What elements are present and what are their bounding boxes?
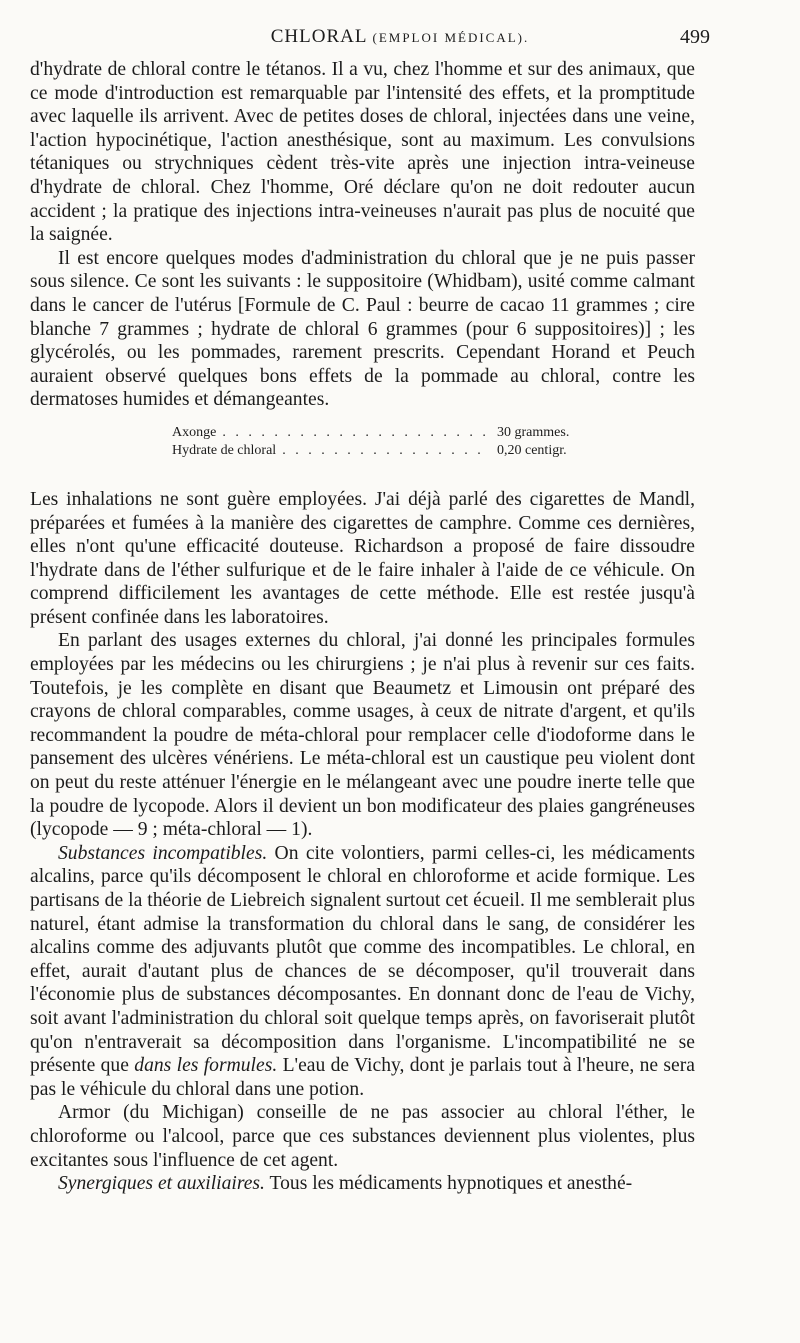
paragraph-2: Il est encore quelques modes d'administration du chloral que je ne puis passer sous silence. Ce sont les suivants : le suppositoire (Whidbam), usité comme calmant dans le cancer de l'utérus [Formule de C. Paul : beurre de cacao 11 grammes ; cire blanche 7 grammes ; hydrate de chloral 6 grammes (pour 6 suppositoires)] ; les glycérolés, ou les pommades, rarement prescrits. Cependant Horand et Peuch auraient observé quelques bons effets de la pommade au chloral, contre les dermatoses humides et démangeantes. [30, 247, 695, 411]
formula-table [172, 424, 592, 460]
paragraph-5 [30, 842, 695, 1102]
paragraph-5-tail: L'eau de Vichy, dont je parlais tout à l'heure, ne sera pas le véhicule du chloral dans une potion. [30, 1055, 695, 1100]
paragraph-4: En parlant des usages externes du chloral, j'ai donné les principales formules employées par les médecins ou les chirurgiens ; je n'ai plus à revenir sur ces faits. Toutefois, je les complète en disant que Beaumetz et Limousin ont préparé des crayons de chloral comparables, comme usages, à ceux de nitrate d'argent, et qu'ils recommandent la poudre de méta-chloral pour remplacer celle d'iodoforme dans le pansement des ulcères vénériens. Le méta-chloral est un caustique peu violent dont on peut du reste atténuer l'énergie en le mélangeant avec une poudre inerte telle que la poudre de lycopode. Alors il devient un bon modificateur des plaies gangréneuses (lycopode — 9 ; méta-chloral — 1). [30, 630, 695, 841]
paragraph-7 [30, 1172, 695, 1196]
page-body [30, 58, 695, 1196]
formula-quantity: 0,20 centigr. [497, 442, 567, 458]
running-title [30, 26, 770, 48]
page-number: 499 [680, 26, 710, 48]
emphasis-text: dans les formules. [134, 1055, 278, 1077]
formula-row [172, 442, 592, 460]
running-header [30, 26, 770, 56]
paragraph-1: d'hydrate de chloral contre le tétanos. Il a vu, chez l'homme et sur des animaux, que ce mode d'introduction est remarquable par l'intensité des effets, et la promptitude avec laquelle ils arrivent. Avec de petites doses de chloral, injectées dans une veine, l'action hypocinétique, l'action anesthésique, sont au maximum. Les convulsions tétaniques ou strychniques cèdent très-vite après une injection intra-veineuse d'hydrate de chloral. Chez l'homme, Oré déclare qu'on ne doit redouter aucun accident ; la pratique des injections intra-veineuses n'aurait pas plus de nocuité que la saignée. [30, 59, 695, 246]
formula-quantity: 30 grammes. [497, 424, 570, 440]
dot-leader [282, 442, 491, 460]
paragraph-6: Armor (du Michigan) conseille de ne pas associer au chloral l'éther, le chloroforme ou l'alcool, parce que ces substances deviennent plus violentes, plus excitantes sous l'influence de cet agent. [30, 1102, 695, 1171]
paragraph-3: Les inhalations ne sont guère employées. J'ai déjà parlé des cigarettes de Mandl, préparées et fumées à la manière des cigarettes de camphre. Comme ces dernières, elles n'ont qu'une efficacité douteuse. Richardson a proposé de faire dissoudre l'hydrate dans de l'éther sulfurique et de le faire inhaler à l'aide de ce véhicule. On comprend difficilement les avantages de cette méthode. Elle est restée jusqu'à présent confinée dans les laboratoires. [30, 488, 695, 628]
paragraph-7-text: Tous les médicaments hypnotiques et anesthé- [264, 1173, 633, 1195]
formula-ingredient: Axonge [172, 424, 217, 440]
running-title-subtitle: (EMPLOI MÉDICAL). [372, 30, 530, 45]
formula-ingredient: Hydrate de chloral [172, 442, 277, 458]
section-heading-incompatibles: Substances incompatibles. [58, 842, 268, 864]
running-title-main: CHLORAL [270, 26, 367, 47]
section-heading-synergiques: Synergiques et auxiliaires. [58, 1173, 265, 1195]
formula-row [172, 424, 592, 442]
dot-leader [222, 424, 491, 442]
paragraph-5-text: On cite volontiers, parmi celles-ci, les médicaments alcalins, parce qu'ils décomposent le chloral en chloroforme et acide formique. Les partisans de la théorie de Liebreich signalent surtout cet écueil. Il me semblerait plus naturel, étant admise la transformation du chloral dans le sang, de considérer les alcalins comme des adjuvants plutôt que comme des incompatibles. Le chloral, en effet, aurait d'autant plus de chances de se décomposer, qu'il trouverait dans l'économie plus de substances décomposantes. En donnant donc de l'eau de Vichy, soit avant l'administration du chloral soit quelque temps après, on favoriserait plutôt qu'on n'entraverait sa décomposition dans l'organisme. L'incompatibilité ne se présente que [30, 842, 696, 1077]
